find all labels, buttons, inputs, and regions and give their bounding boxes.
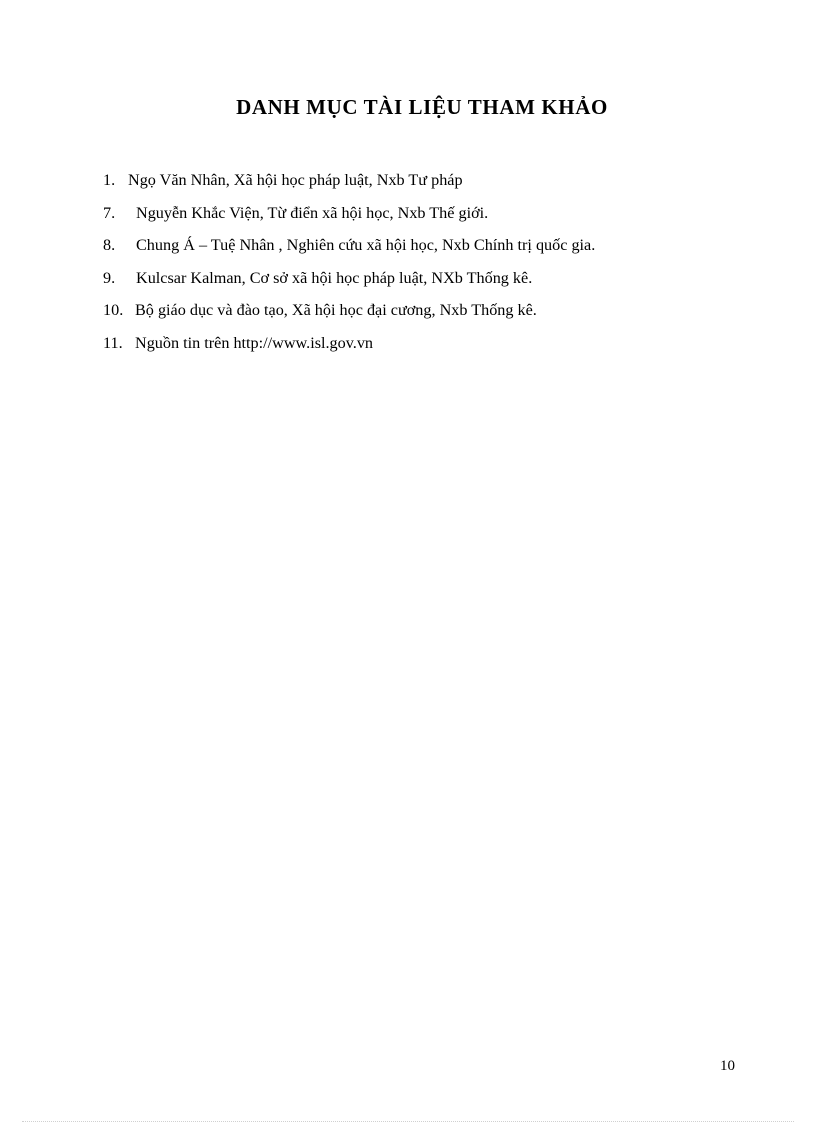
reference-number: 11.: [103, 333, 123, 352]
reference-text: Bộ giáo dục và đào tạo, Xã hội học đại cương, Nxb Thống kê.: [135, 301, 537, 319]
reference-item: [103, 170, 463, 203]
reference-number: 8.: [103, 236, 116, 254]
reference-item: [103, 300, 537, 333]
reference-text: Nguồn tin trên http://www.isl.gov.vn: [135, 333, 374, 352]
reference-text: Chung Á – Tuệ Nhân , Nghiên cứu xã hội học, Nxb Chính trị quốc gia.: [136, 236, 596, 254]
reference-number: 1.: [103, 171, 116, 189]
reference-number: 10.: [103, 301, 124, 319]
footer-divider: [22, 1121, 794, 1122]
reference-text: Kulcsar Kalman, Cơ sở xã hội học pháp luật, NXb Thống kê.: [136, 268, 533, 287]
reference-item: [103, 203, 489, 236]
reference-number: 7.: [103, 203, 116, 222]
reference-text: Ngọ Văn Nhân, Xã hội học pháp luật, Nxb Tư pháp: [128, 171, 463, 189]
reference-item: [103, 333, 374, 366]
page-number: 10: [720, 1058, 735, 1074]
reference-text: Nguyễn Khắc Viện, Từ điển xã hội học, Nxb Thế giới.: [136, 203, 489, 222]
page-title: DANH MỤC TÀI LIỆU THAM KHẢO: [236, 95, 608, 119]
reference-list: [103, 170, 596, 365]
reference-item: [103, 268, 533, 301]
reference-number: 9.: [103, 268, 116, 287]
reference-item: [103, 235, 596, 268]
